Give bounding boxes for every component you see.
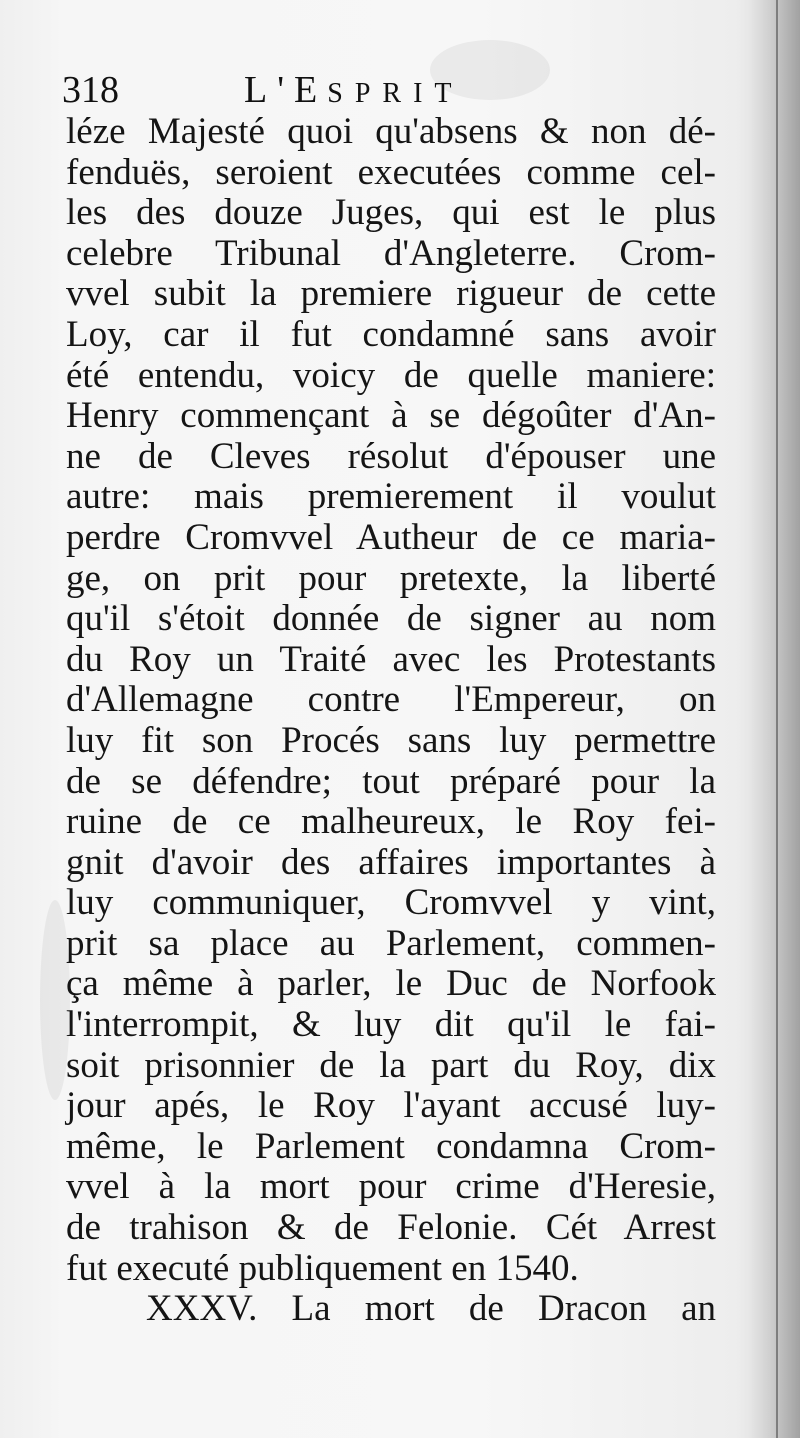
page-edge-line bbox=[776, 0, 778, 1438]
text-line: ge, on prit pour pretexte, la liberté bbox=[66, 557, 716, 599]
text-line: gnit d'avoir des affaires importantes à bbox=[66, 841, 716, 883]
page-header bbox=[62, 66, 742, 116]
running-title-rest: SPRIT bbox=[327, 78, 464, 109]
text-line: jour apés, le Roy l'ayant accusé luy- bbox=[66, 1085, 716, 1127]
text-line: léze Majesté quoi qu'absens & non dé- bbox=[66, 111, 716, 152]
text-line: autre: mais premierement il voulut bbox=[66, 476, 716, 518]
text-line: de trahison & de Felonie. Cét Arrest bbox=[66, 1207, 716, 1249]
text-line: prit sa place au Parlement, commen- bbox=[66, 922, 716, 964]
text-line: du Roy un Traité avec les Protestants bbox=[66, 638, 716, 680]
text-line: d'Allemagne contre l'Empereur, on bbox=[66, 679, 716, 721]
section-heading-line: XXXV. La mort de Dracon an bbox=[146, 1288, 716, 1330]
text-line: fenduës, seroient executées comme cel- bbox=[66, 151, 716, 193]
text-line: vvel à la mort pour crime d'Heresie, bbox=[66, 1166, 716, 1208]
body-text bbox=[66, 112, 716, 1330]
text-line: ne de Cleves résolut d'épouser une bbox=[66, 435, 716, 477]
text-line: Henry commençant à se dégoûter d'An- bbox=[66, 395, 716, 437]
text-line: de se défendre; tout préparé pour la bbox=[66, 760, 716, 802]
text-line: qu'il s'étoit donnée de signer au nom bbox=[66, 598, 716, 640]
text-line: luy communiquer, Cromvvel y vint, bbox=[66, 882, 716, 924]
text-line: ruine de ce malheureux, le Roy fei- bbox=[66, 801, 716, 843]
text-line: vvel subit la premiere rigueur de cette bbox=[66, 273, 716, 315]
text-line: luy fit son Procés sans luy permettre bbox=[66, 719, 716, 761]
text-line: celebre Tribunal d'Angleterre. Crom- bbox=[66, 232, 716, 274]
text-line: perdre Cromvvel Autheur de ce maria- bbox=[66, 516, 716, 558]
text-line: l'interrompit, & luy dit qu'il le fai- bbox=[66, 1004, 716, 1046]
page-gutter-shadow bbox=[748, 0, 800, 1438]
text-line: ça même à parler, le Duc de Norfook bbox=[66, 963, 716, 1005]
running-title-initial: L'E bbox=[244, 69, 328, 111]
text-line: les des douze Juges, qui est le plus bbox=[66, 192, 716, 234]
text-line: fut executé publiquement en 1540. bbox=[66, 1247, 579, 1289]
text-line: même, le Parlement condamna Crom- bbox=[66, 1125, 716, 1167]
text-line: soit prisonnier de la part du Roy, dix bbox=[66, 1044, 716, 1086]
text-line: été entendu, voicy de quelle maniere: bbox=[66, 354, 716, 396]
page-number: 318 bbox=[62, 69, 119, 111]
text-line: Loy, car il fut condamné sans avoir bbox=[66, 313, 716, 355]
